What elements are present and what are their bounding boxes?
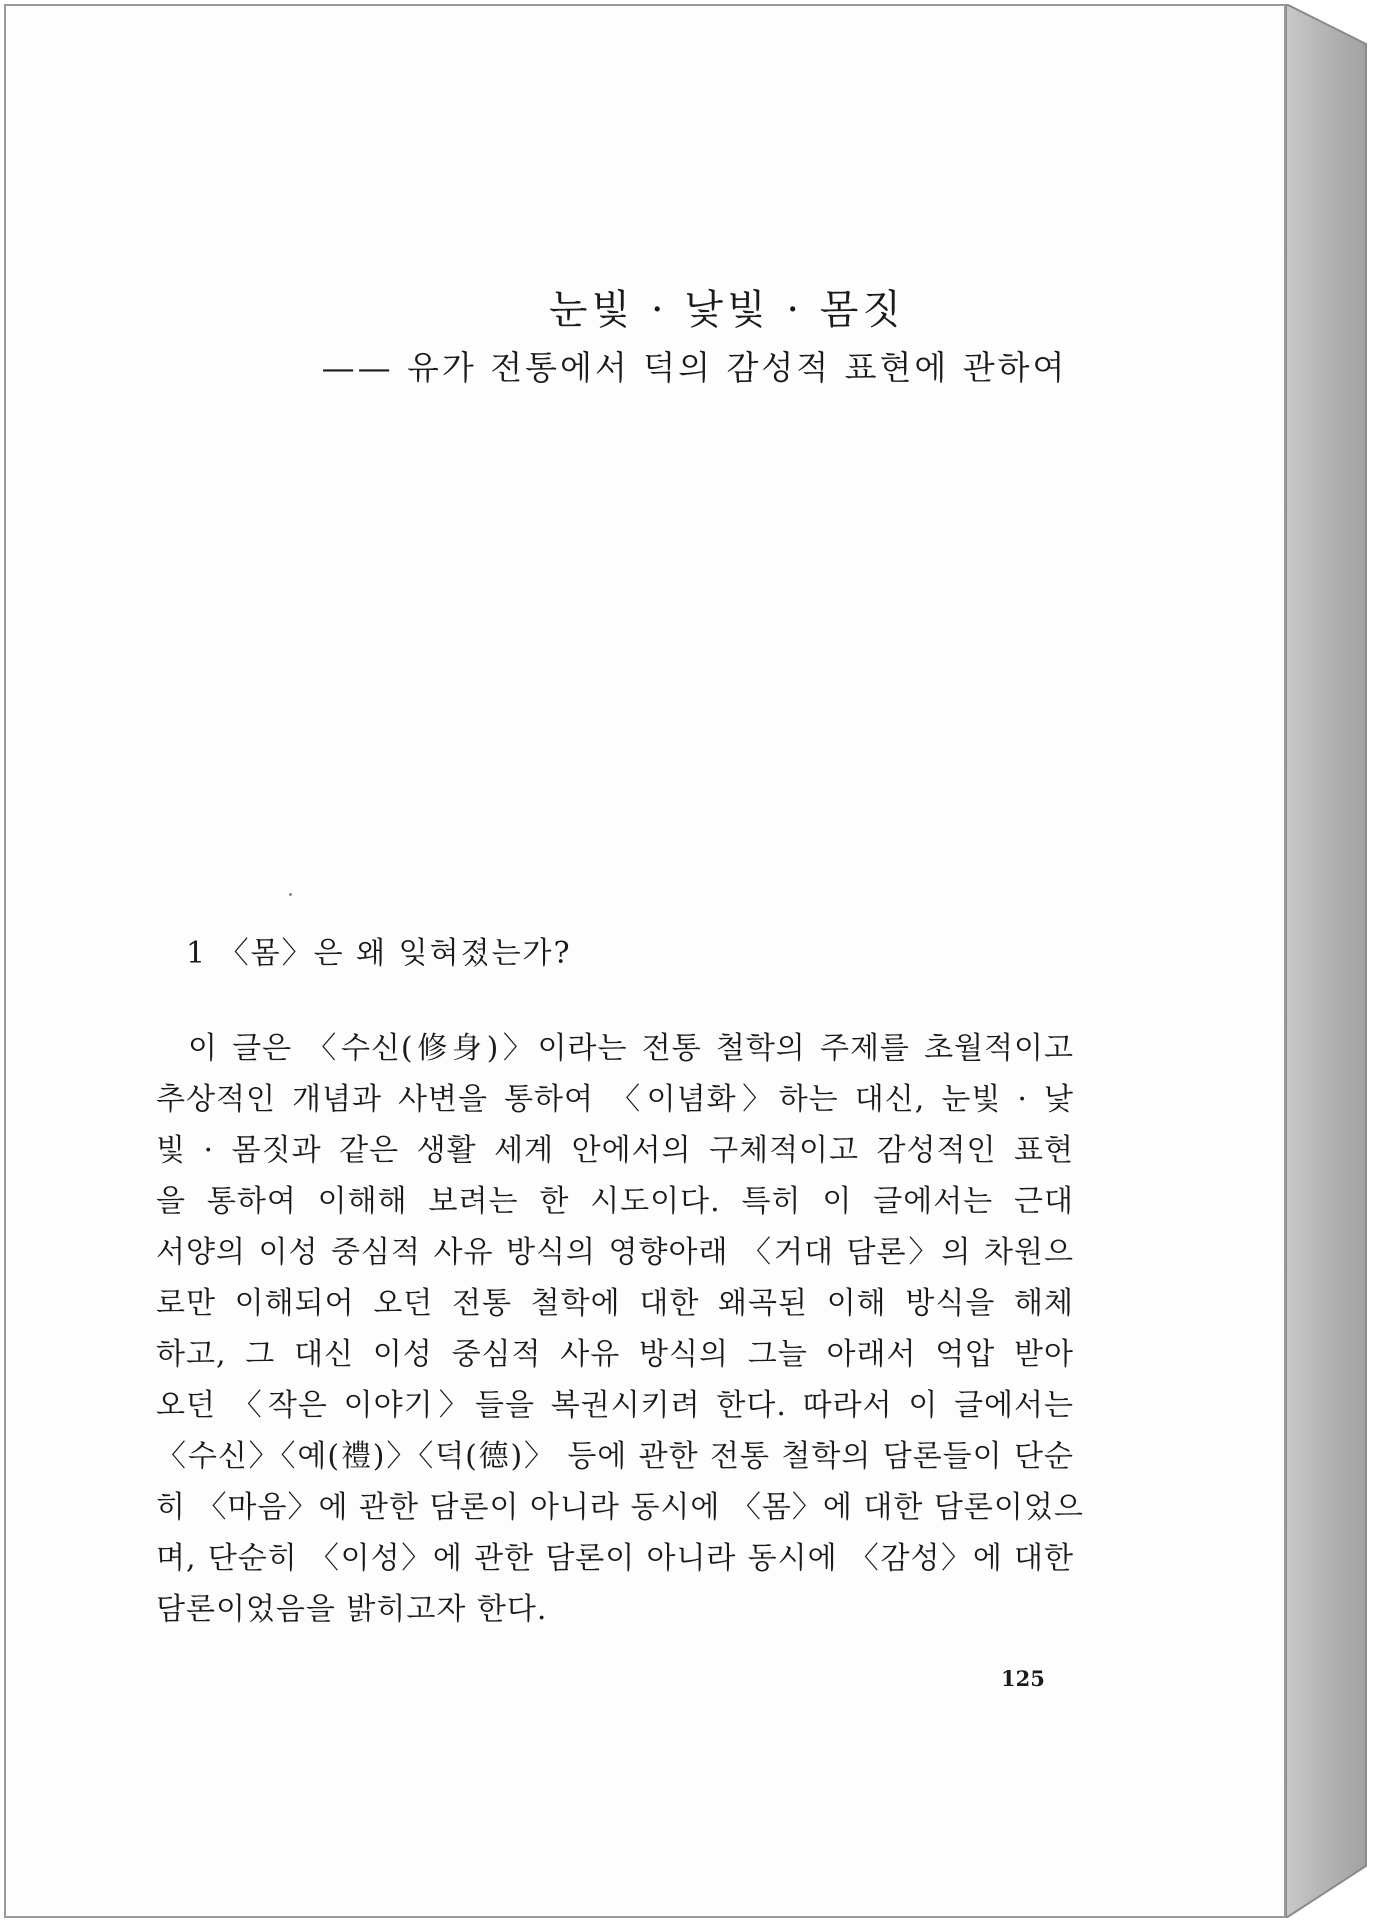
body-line: 며, 단순히 〈이성〉에 관한 담론이 아니라 동시에 〈감성〉에 대한 [156,1541,1074,1576]
title-block [6,282,1288,392]
body-line: 서양의 이성 중심적 사유 방식의 영향아래 〈거대 담론〉의 차원으 [156,1235,1074,1270]
body-line: 로만 이해되어 오던 전통 철학에 대한 왜곡된 이해 방식을 해체 [156,1286,1074,1321]
body-line: 히 〈마음〉에 관한 담론이 아니라 동시에 〈몸〉에 대한 담론이었으 [156,1490,1084,1525]
chapter-subtitle: —— 유가 전통에서 덕의 감성적 표현에 관하여 [321,348,1068,387]
book-page [4,4,1286,1918]
body-line: 오던 〈작은 이야기〉들을 복권시키려 한다. 따라서 이 글에서는 [156,1388,1074,1423]
body-line: 〈수신〉〈예(禮)〉〈덕(德)〉 등에 관한 전통 철학의 담론들이 단순 [156,1439,1074,1474]
body-line: 을 통하여 이해해 보려는 한 시도이다. 특히 이 글에서는 근대 [156,1184,1074,1219]
body-line: 추상적인 개념과 사변을 통하여 〈이념화〉하는 대신, 눈빛 · 낯 [156,1082,1074,1117]
body-line: 빛 · 몸짓과 같은 생활 세계 안에서의 구체적이고 감성적인 표현 [156,1133,1074,1168]
speck-mark [289,893,292,896]
chapter-title: 눈빛 · 낯빛 · 몸짓 [548,287,906,333]
body-line: 담론이었음을 밝히고자 한다. [156,1592,548,1627]
body-line: 하고, 그 대신 이성 중심적 사유 방식의 그늘 아래서 억압 받아 [156,1337,1074,1372]
body-line: 이 글은 〈수신(修身)〉이라는 전통 철학의 주제를 초월적이고 [188,1031,1074,1066]
section-heading: 1 〈몸〉은 왜 잊혀졌는가? [186,936,572,971]
book-thickness-edge [1286,4,1370,1918]
page-number: 125 [1001,1666,1045,1691]
body-paragraph [156,1023,1084,1635]
